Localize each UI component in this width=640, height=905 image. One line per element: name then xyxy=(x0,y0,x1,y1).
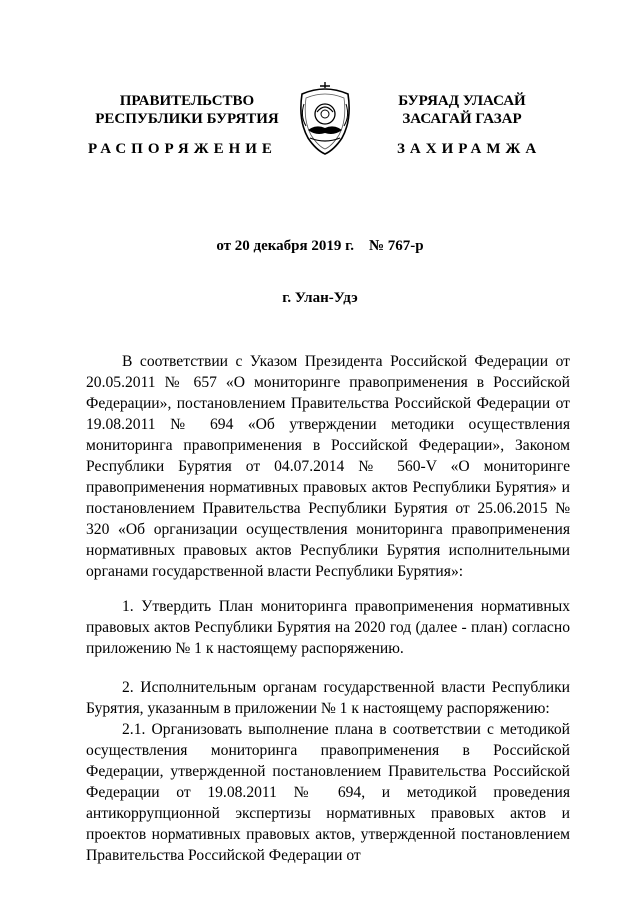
coat-of-arms-of-buryatia-icon xyxy=(296,80,354,156)
paragraph-item-1 xyxy=(86,596,570,659)
issuer-left-line2: РЕСПУБЛИКИ БУРЯТИЯ xyxy=(95,111,279,127)
doc-type-buryat: ЗАХИРАМЖА xyxy=(397,141,542,157)
date-and-number: от 20 декабря 2019 г. № 767-р xyxy=(216,238,424,254)
issuer-left-line1: ПРАВИТЕЛЬСТВО xyxy=(119,93,255,109)
issuer-left xyxy=(92,92,282,128)
paragraph-text: 2.1. Организовать выполнение плана в соответствии с методикой осуществления мониторинга правоприменения в Российской Федерации, утвержденной постановлением Правительства Российской Федерации от 19.08.2011 № 694, и методикой проведения антикоррупционной экспертизы нормативных правовых актов и проектов нормативных правовых актов, утвержденной постановлением Правительства Российской Федерации от xyxy=(86,721,570,864)
doc-type-russian: РАСПОРЯЖЕНИЕ xyxy=(88,141,277,157)
issuer-right-line2: ЗАСАГАЙ ГАЗАР xyxy=(402,111,522,127)
issuer-right-line1: БУРЯАД УЛАСАЙ xyxy=(398,93,526,109)
issuer-right xyxy=(367,92,557,128)
paragraph-preamble xyxy=(86,351,570,582)
city: г. Улан-Удэ xyxy=(282,290,358,306)
paragraph-text: В соответствии с Указом Президента Российской Федерации от 20.05.2011 № 657 «О мониторинге правоприменения в Российской Федерации», постановлением Правительства Российской Федерации от 19.08.2011 № 694 «Об утверждении методики осуществления мониторинга правоприменения в Российской Федерации», Законом Республики Бурятия от 04.07.2014 № 560-V «О мониторинге правоприменения нормативных правовых актов Республики Бурятия» и постановлением Правительства Республики Бурятия от 25.06.2015 № 320 «Об организации осуществления мониторинга правоприменения нормативных правовых актов Республики Бурятия исполнительными органами государственной власти Республики Бурятия»: xyxy=(86,353,570,580)
paragraph-text: 1. Утвердить План мониторинга правоприменения нормативных правовых актов Республики Бурятия на 2020 год (далее - план) согласно приложению № 1 к настоящему распоряжению. xyxy=(86,598,570,657)
paragraph-text: 2. Исполнительным органам государственной власти Республики Бурятия, указанным в приложении № 1 к настоящему распоряжению: xyxy=(86,679,570,717)
paragraph-item-2-1 xyxy=(86,719,570,866)
paragraph-item-2 xyxy=(86,677,570,719)
